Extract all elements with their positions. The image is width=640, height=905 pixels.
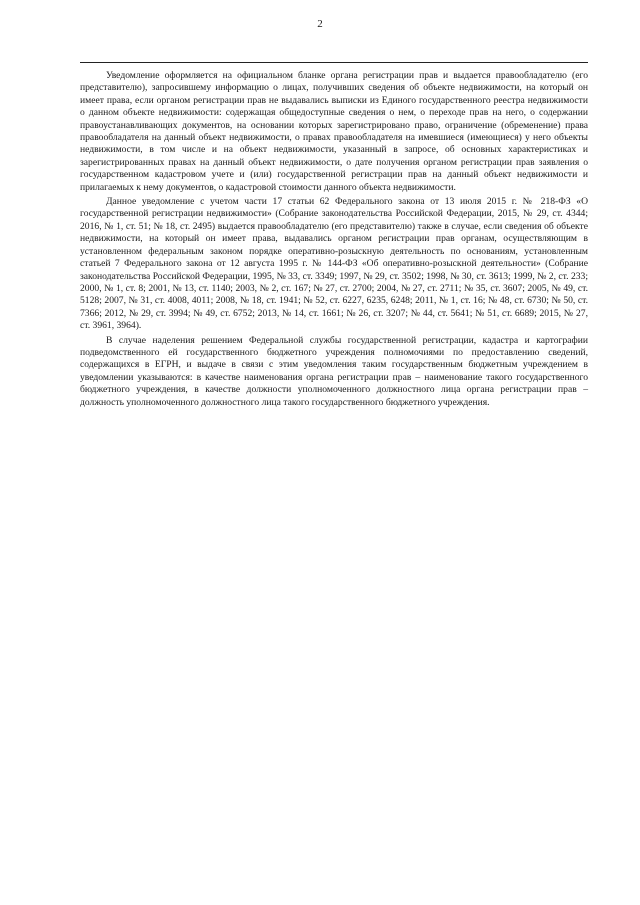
paragraph-notification-form: Уведомление оформляется на официальном бланке органа регистрации прав и выдается правообладателю (его представителю), запросившему информацию о лицах, получивших сведения об объекте недвижимости, на который он имеет права, если органом регистрации прав не выдавались выписки из Единого государственного реестра недвижимости о данном объекте недвижимости: содержащая общедоступные сведения о нем, о переходе прав на него, о содержании правоустанавливающих документов, на основании которых зарегистрировано право, ограничение (обременение) права правообладателя на данный объект недвижимости, о правах правообладателя на имевшиеся (имеющиеся) у него объекты недвижимости, в том числе и на объект недвижимости, указанный в запросе, об основных характеристиках и зарегистрированных правах на данный объект недвижимости, о дате получения органом регистрации прав заявления о государственном кадастровом учете и (или) государственной регистрации прав на данный объект недвижимости и прилагаемых к нему документов, о кадастровой стоимости данного объекта недвижимости. bbox=[80, 70, 588, 193]
document-body bbox=[80, 70, 588, 411]
header-rule bbox=[80, 62, 588, 63]
paragraph-budget-institution: В случае наделения решением Федеральной службы государственной регистрации, кадастра и картографии подведомственного ей государственного бюджетного учреждения полномочиями по предоставлению сведений, содержащихся в ЕГРН, и выдаче в связи с этим уведомления таким государственным бюджетным учреждением в уведомлении указываются: в качестве наименования органа регистрации прав – наименование такого государственного бюджетного учреждения, в качестве должности уполномоченного должностного лица органа регистрации прав – должность уполномоченного должностного лица такого государственного бюджетного учреждения. bbox=[80, 334, 588, 408]
page-number: 2 bbox=[317, 18, 323, 30]
paragraph-notification-legal-basis: Данное уведомление с учетом части 17 статьи 62 Федерального закона от 13 июля 2015 г. № 218-ФЗ «О государственной регистрации недвижимости» (Собрание законодательства Российской Федерации, 2015, № 29, ст. 4344; 2016, № 1, ст. 51; № 18, ст. 2495) выдается правообладателю (его представителю) также в случае, если сведения об объекте недвижимости, на который он имеет права, выдавались органом регистрации прав органам, осуществляющим в установленном федеральным законом порядке оперативно-розыскную деятельность по основаниям, установленным статьей 7 Федерального закона от 12 августа 1995 г. № 144-ФЗ «Об оперативно-розыскной деятельности» (Собрание законодательства Российской Федерации, 1995, № 33, ст. 3349; 1997, № 29, ст. 3502; 1998, № 30, ст. 3613; 1999, № 2, ст. 233; 2000, № 1, ст. 8; 2001, № 13, ст. 1140; 2003, № 2, ст. 167; № 27, ст. 2700; 2004, № 27, ст. 2711; № 35, ст. 3607; 2005, № 49, ст. 5128; 2007, № 31, ст. 4008, 4011; 2008, № 18, ст. 1941; № 52, ст. 6227, 6235, 6248; 2011, № 1, ст. 16; № 48, ст. 6730; № 50, ст. 7366; 2012, № 29, ст. 3994; № 49, ст. 6752; 2013, № 14, ст. 1661; № 26, ст. 3207; № 44, ст. 5641; № 51, ст. 6689; 2015, № 27, ст. 3961, 3964). bbox=[80, 196, 588, 332]
